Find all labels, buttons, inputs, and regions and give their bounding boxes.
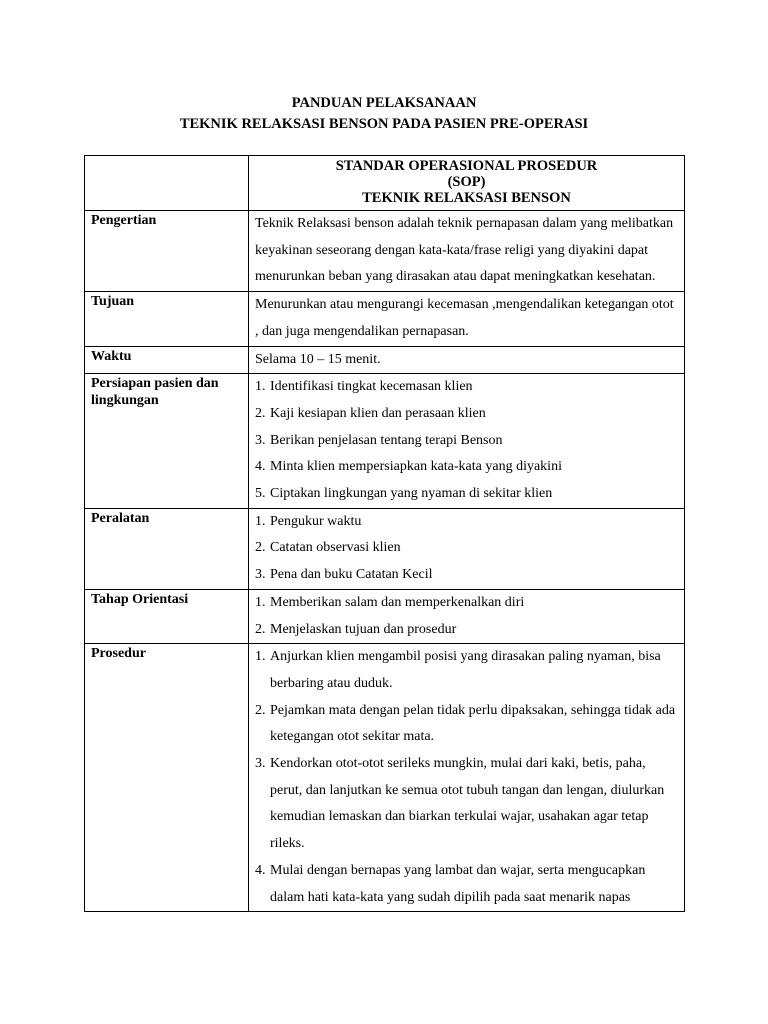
waktu-text: Selama 10 – 15 menit. — [249, 346, 685, 374]
sop-heading — [249, 156, 685, 211]
tujuan-text: Menurunkan atau mengurangi kecemasan ,mengendalikan ketegangan otot , dan juga mengendalikan pernapasan. — [249, 292, 685, 346]
table-row-tujuan — [85, 292, 685, 346]
sop-heading-line2: (SOP) — [447, 174, 486, 190]
list-item: 2. Catatan observasi klien — [255, 540, 401, 556]
list-item: 4. Minta klien mempersiapkan kata-kata yang diyakini — [255, 459, 562, 475]
row-label: Persiapan pasien dan lingkungan — [85, 374, 249, 509]
document-subtitle: TEKNIK RELAKSASI BENSON PADA PASIEN PRE-OPERASI — [179, 116, 589, 132]
table-row-prosedur — [85, 644, 685, 912]
header-empty-cell — [85, 156, 249, 211]
list-item: 2. Pejamkan mata dengan pelan tidak perlu dipaksakan, sehingga tidak ada ketegangan otot sekitar mata. — [255, 702, 676, 745]
sop-table — [84, 155, 685, 912]
sop-heading-line1: STANDAR OPERASIONAL PROSEDUR — [335, 158, 598, 174]
pengertian-text: Teknik Relaksasi benson adalah teknik pernapasan dalam yang melibatkan keyakinan seseorang dengan kata-kata/frase religi yang diyakini dapat menurunkan beban yang dirasakan atau dapat meningkatkan kesehatan. — [249, 211, 685, 292]
table-row-pengertian — [85, 211, 685, 292]
row-label: Peralatan — [85, 508, 249, 589]
list-item: 3. Kendorkan otot-otot serileks mungkin, mulai dari kaki, betis, paha, perut, dan lanjutkan ke semua otot tubuh tangan dan lengan, diulurkan kemudian lemaskan dan biarkan terkulai wajar, usahakan agar tetap rileks. — [255, 756, 665, 852]
table-header-row — [85, 156, 685, 211]
row-label: Waktu — [85, 346, 249, 374]
document-title: PANDUAN PELAKSANAAN — [291, 95, 477, 111]
list-item: 1. Identifikasi tingkat kecemasan klien — [255, 379, 473, 395]
orientasi-list — [249, 589, 685, 643]
list-item: 2. Kaji kesiapan klien dan perasaan klien — [255, 405, 486, 421]
list-item: 1. Memberikan salam dan memperkenalkan diri — [255, 594, 525, 610]
row-label: Tahap Orientasi — [85, 589, 249, 643]
row-label: Pengertian — [85, 211, 249, 292]
list-item: 3. Berikan penjelasan tentang terapi Benson — [255, 432, 503, 448]
list-item: 4. Mulai dengan bernapas yang lambat dan wajar, serta mengucapkan dalam hati kata-kata yang sudah dipilih pada saat menarik napas — [255, 862, 646, 905]
list-item: 1. Pengukur waktu — [255, 513, 362, 529]
list-item: 2. Menjelaskan tujuan dan prosedur — [255, 621, 457, 637]
row-label: Prosedur — [85, 644, 249, 912]
list-item: 1. Anjurkan klien mengambil posisi yang dirasakan paling nyaman, bisa berbaring atau duduk. — [255, 649, 661, 691]
table-row-orientasi — [85, 589, 685, 643]
prosedur-list — [249, 644, 685, 912]
list-item: 3. Pena dan buku Catatan Kecil — [255, 567, 433, 583]
sop-heading-line3: TEKNIK RELAKSASI BENSON — [362, 190, 571, 206]
table-row-persiapan — [85, 374, 685, 509]
peralatan-list — [249, 508, 685, 589]
persiapan-list — [249, 374, 685, 509]
list-item: 5. Ciptakan lingkungan yang nyaman di sekitar klien — [255, 486, 553, 502]
row-label: Tujuan — [85, 292, 249, 346]
table-row-waktu — [85, 346, 685, 374]
table-row-peralatan — [85, 508, 685, 589]
